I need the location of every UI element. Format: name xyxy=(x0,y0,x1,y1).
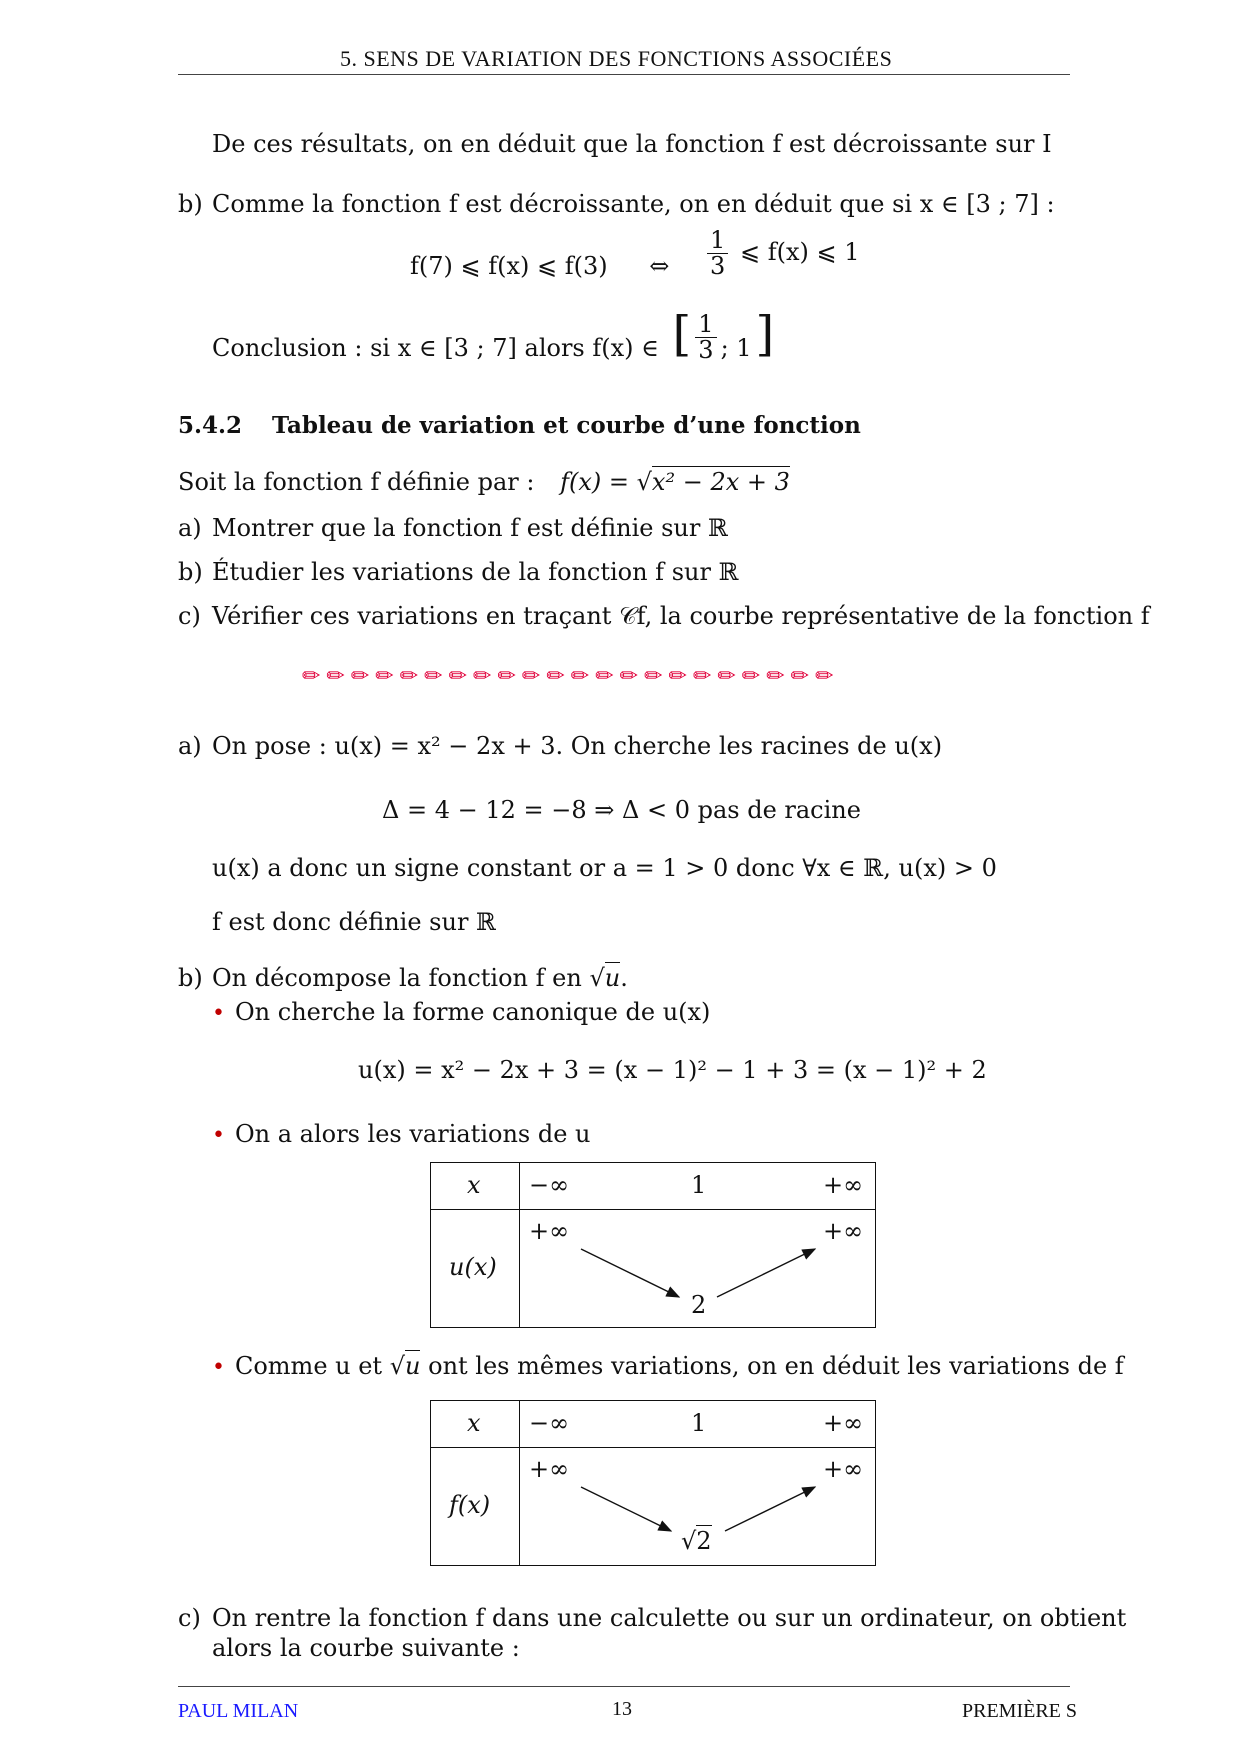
bullet-icon: • xyxy=(212,1001,225,1026)
increasing-arrow xyxy=(725,1487,815,1531)
solution-b-text: On décompose la fonction f en xyxy=(212,964,582,992)
bullet-icon: • xyxy=(212,1355,225,1380)
footer-author: PAUL MILAN xyxy=(178,1700,299,1722)
solution-c-text-line2: alors la courbe suivante : xyxy=(212,1634,520,1662)
exercise-item-c-label: c) xyxy=(178,602,201,630)
inequality xyxy=(410,228,859,279)
conclusion-frac-den: 3 xyxy=(698,336,714,364)
sqrt-symbol: √ xyxy=(636,468,652,496)
bullet-icon: • xyxy=(212,1123,225,1148)
top-right-value: +∞ xyxy=(823,1217,864,1245)
solution-c-label: c) xyxy=(178,1604,201,1632)
row-label: f(x) xyxy=(449,1491,491,1519)
top-left-value: +∞ xyxy=(529,1217,570,1245)
exercise-item-a-text: Montrer que la fonction f est définie sur ℝ xyxy=(212,514,728,542)
solution-c-text-line1: On rentre la fonction f dans une calculette ou sur un ordinateur, on obtient xyxy=(212,1604,1127,1632)
deduction-line: De ces résultats, on en déduit que la fonction f est décroissante sur I xyxy=(212,130,1052,158)
variation-arrows xyxy=(431,1163,875,1327)
exercise-intro-text: Soit la fonction f définie par : xyxy=(178,468,535,496)
row-label: u(x) xyxy=(449,1253,497,1281)
bullet3-sqrt: u xyxy=(405,1352,421,1380)
variation-arrows xyxy=(431,1401,875,1565)
formula-radicand: x² − 2x + 3 xyxy=(651,468,790,496)
formula-lhs: f(x) = xyxy=(560,468,629,496)
equivalence-symbol: ⇔ xyxy=(649,252,670,281)
decreasing-arrow xyxy=(581,1249,679,1297)
conclusion xyxy=(212,300,774,363)
conclusion-end: ; 1 xyxy=(720,334,752,362)
fraction-denominator: 3 xyxy=(710,252,726,281)
right-bracket: ] xyxy=(755,306,775,362)
solution-b xyxy=(212,964,628,992)
solution-a-text: On pose : u(x) = x² − 2x + 3. On cherche les racines de u(x) xyxy=(212,732,943,760)
sign-line: u(x) a donc un signe constant or a = 1 > 0 donc ∀x ∈ ℝ, u(x) > 0 xyxy=(212,854,997,882)
x-value-left: −∞ xyxy=(529,1409,570,1437)
solution-b-end: . xyxy=(620,964,628,992)
footer-level: PREMIÈRE S xyxy=(962,1700,1078,1722)
sqrt-symbol: √ xyxy=(589,964,605,992)
page-number: 13 xyxy=(612,1698,632,1720)
header-rule xyxy=(178,74,1070,75)
inequality-right: ⩽ f(x) ⩽ 1 xyxy=(739,238,860,267)
pencil-separator: ✏✏✏✏✏✏✏✏✏✏✏✏✏✏✏✏✏✏✏✏✏✏ xyxy=(302,664,840,689)
exercise-item-c-text: Vérifier ces variations en traçant 𝒞f, la courbe représentative de la fonction f xyxy=(212,602,1150,630)
top-right-value: +∞ xyxy=(823,1455,864,1483)
solution-a-label: a) xyxy=(178,732,202,760)
bullet3-post: ont les mêmes variations, on en déduit les variations de f xyxy=(428,1352,1124,1380)
x-value-mid: 1 xyxy=(691,1409,707,1437)
section-number: 5.4.2 xyxy=(178,412,243,439)
sqrt-symbol: √ xyxy=(681,1527,697,1555)
sqrt-symbol: √ xyxy=(389,1352,406,1380)
canonical-form: u(x) = x² − 2x + 3 = (x − 1)² − 1 + 3 = (x − 1)² + 2 xyxy=(358,1056,987,1084)
bullet1-text: On cherche la forme canonique de u(x) xyxy=(234,998,711,1026)
footer-rule xyxy=(178,1686,1070,1687)
bullet2-text: On a alors les variations de u xyxy=(234,1120,591,1148)
running-header: 5. SENS DE VARIATION DES FONCTIONS ASSOCIÉES xyxy=(340,46,893,71)
section-title: Tableau de variation et courbe d’une fonction xyxy=(272,412,861,439)
fraction-one-third xyxy=(707,228,728,279)
x-value-left: −∞ xyxy=(529,1171,570,1199)
item-label-b: b) xyxy=(178,190,203,218)
increasing-arrow xyxy=(717,1249,815,1297)
x-value-right: +∞ xyxy=(823,1171,864,1199)
left-bracket: [ xyxy=(672,306,692,362)
top-left-value: +∞ xyxy=(529,1455,570,1483)
exercise-intro xyxy=(178,468,790,496)
conclusion-text: Conclusion : si x ∈ [3 ; 7] alors f(x) ∈ xyxy=(212,334,659,362)
exercise-item-b-label: b) xyxy=(178,558,203,586)
decreasing-arrow xyxy=(581,1487,671,1531)
variation-table-f xyxy=(430,1400,876,1566)
conclusion-fraction xyxy=(695,309,716,364)
exercise-item-b-text: Étudier les variations de la fonction f sur ℝ xyxy=(212,558,739,586)
bullet-variations-f xyxy=(212,1352,1124,1380)
x-value-right: +∞ xyxy=(823,1409,864,1437)
delta-line: Δ = 4 − 12 = −8 ⇒ Δ < 0 pas de racine xyxy=(382,796,861,824)
x-label: x xyxy=(467,1409,481,1437)
bullet3-pre: Comme u et xyxy=(234,1352,383,1380)
bullet-canonical xyxy=(212,998,710,1026)
x-value-mid: 1 xyxy=(691,1171,707,1199)
solution-b-sqrt: u xyxy=(604,964,621,992)
conclusion-frac-num: 1 xyxy=(695,312,716,338)
inequality-left: f(7) ⩽ f(x) ⩽ f(3) xyxy=(410,252,608,281)
item-b-text: Comme la fonction f est décroissante, on en déduit que si x ∈ [3 ; 7] : xyxy=(212,190,1055,218)
minimum-value: 2 xyxy=(691,1291,707,1319)
x-label: x xyxy=(467,1171,481,1199)
bullet-variations-u xyxy=(212,1120,591,1148)
defined-line: f est donc définie sur ℝ xyxy=(212,908,497,936)
section-heading xyxy=(178,412,861,439)
fraction-numerator: 1 xyxy=(707,228,728,254)
solution-b-label: b) xyxy=(178,964,203,992)
variation-table-u xyxy=(430,1162,876,1328)
minimum-radicand: 2 xyxy=(696,1527,712,1555)
exercise-item-a-label: a) xyxy=(178,514,202,542)
